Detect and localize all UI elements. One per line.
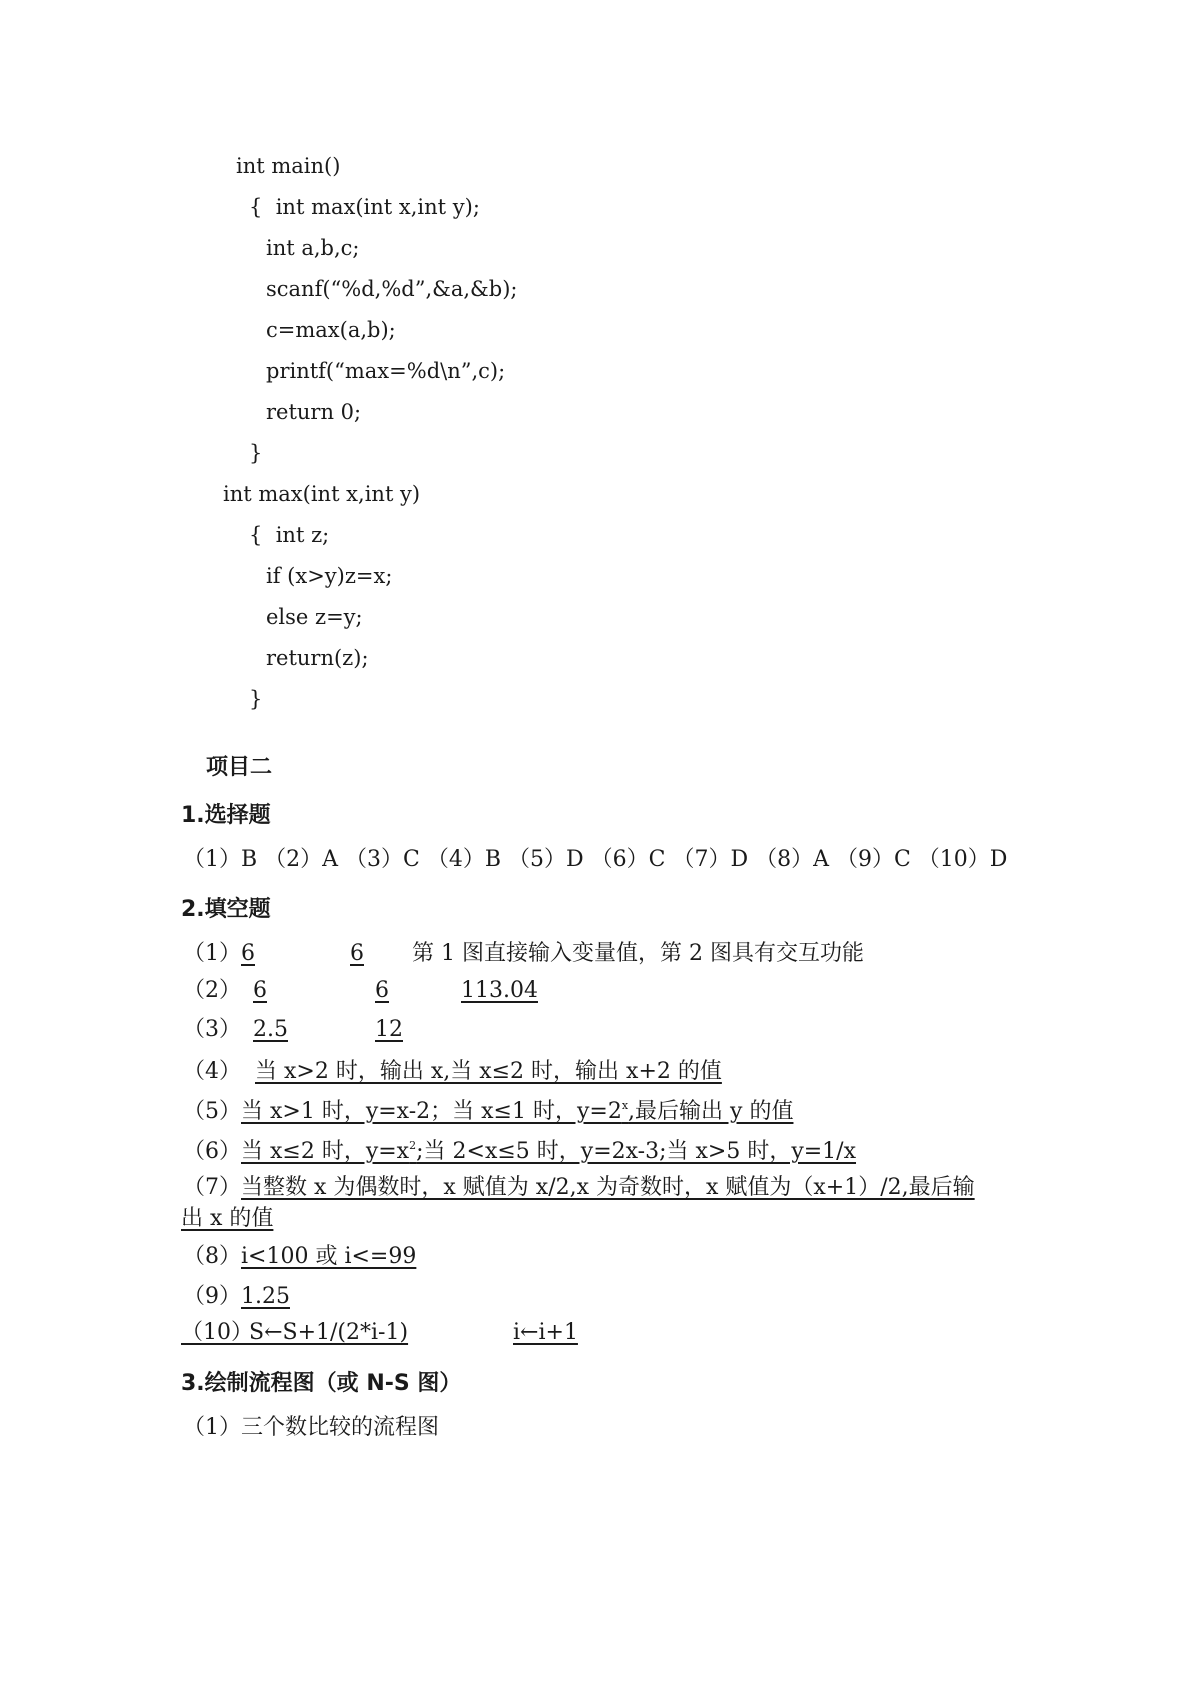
q2-answer-1: 6 (253, 978, 267, 1003)
section2-title: 2.填空题 (181, 897, 271, 922)
code-line: } (249, 687, 263, 711)
q7-answer-line2: 出 x 的值 (181, 1206, 274, 1231)
code-line: else z=y; (266, 605, 363, 629)
q6-superscript: 2 (409, 1139, 417, 1152)
section1-title: 1.选择题 (181, 803, 271, 828)
q1-answer-1: 6 (241, 941, 255, 966)
q5-answer (241, 1097, 807, 1127)
section3-title: 3.绘制流程图（或 N-S 图） (181, 1371, 462, 1396)
section3-item1: （1）三个数比较的流程图 (183, 1415, 439, 1440)
code-line: int max(int x,int y) (223, 482, 421, 506)
q9-answer: 1.25 (241, 1284, 290, 1309)
q5-superscript: x (621, 1099, 629, 1112)
q10-number: （10） (181, 1320, 253, 1345)
q2-answer-2: 6 (375, 978, 389, 1003)
section1-answers: （1）B （2）A （3）C （4）B （5）D （6）C （7）D （8）A （9）C （10）D (183, 847, 1008, 872)
q6-number: （6） (183, 1139, 241, 1164)
q7-answer-line1: 当整数 x 为偶数时，x 赋值为 x/2,x 为奇数时，x 赋值为（x+1）/2,最后输 (241, 1175, 975, 1200)
q4-number: （4） (183, 1059, 241, 1084)
q1-answer-2: 6 (350, 941, 364, 966)
q2-number: （2） (183, 978, 241, 1003)
code-line: c=max(a,b); (266, 318, 396, 342)
code-line: if (x>y)z=x; (266, 564, 393, 588)
q5-number: （5） (183, 1099, 241, 1124)
q8-number: （8） (183, 1244, 241, 1269)
code-line: int main() (236, 154, 341, 178)
code-line: { int z; (249, 523, 330, 547)
q1-note: 第 1 图直接输入变量值，第 2 图具有交互功能 (412, 941, 864, 966)
code-line: return 0; (266, 400, 362, 424)
q1-number: （1） (183, 941, 241, 966)
q6-answer-part1: 当 x≤2 时，y=x (241, 1139, 410, 1164)
q7-number: （7） (183, 1175, 241, 1200)
q5-answer-part2: ,最后输出 y 的值 (628, 1099, 794, 1124)
q2-answer-3: 113.04 (461, 978, 538, 1003)
q6-answer-part2: ;当 2<x≤5 时，y=2x-3;当 x>5 时，y=1/x (416, 1139, 857, 1164)
q4-answer: 当 x>2 时，输出 x,当 x≤2 时，输出 x+2 的值 (255, 1059, 722, 1084)
code-line: } (249, 441, 263, 465)
q8-answer: i<100 或 i<=99 (241, 1244, 417, 1269)
code-line: printf(“max=%d\n”,c); (266, 359, 506, 383)
q3-answer-2: 12 (375, 1017, 403, 1042)
q10-answer-2: i←i+1 (513, 1320, 578, 1345)
q3-answer-1: 2.5 (253, 1017, 288, 1042)
code-line: return(z); (266, 646, 369, 670)
q9-number: （9） (183, 1284, 241, 1309)
q6-answer (241, 1137, 856, 1167)
code-line: int a,b,c; (266, 236, 360, 260)
code-line: scanf(“%d,%d”,&a,&b); (266, 277, 518, 301)
code-line: { int max(int x,int y); (249, 195, 480, 219)
q5-answer-part1: 当 x>1 时，y=x-2；当 x≤1 时，y=2 (241, 1099, 622, 1124)
q3-number: （3） (183, 1017, 241, 1042)
project-title: 项目二 (206, 755, 273, 780)
q10-answer-1: S←S+1/(2*i-1) (249, 1320, 409, 1345)
